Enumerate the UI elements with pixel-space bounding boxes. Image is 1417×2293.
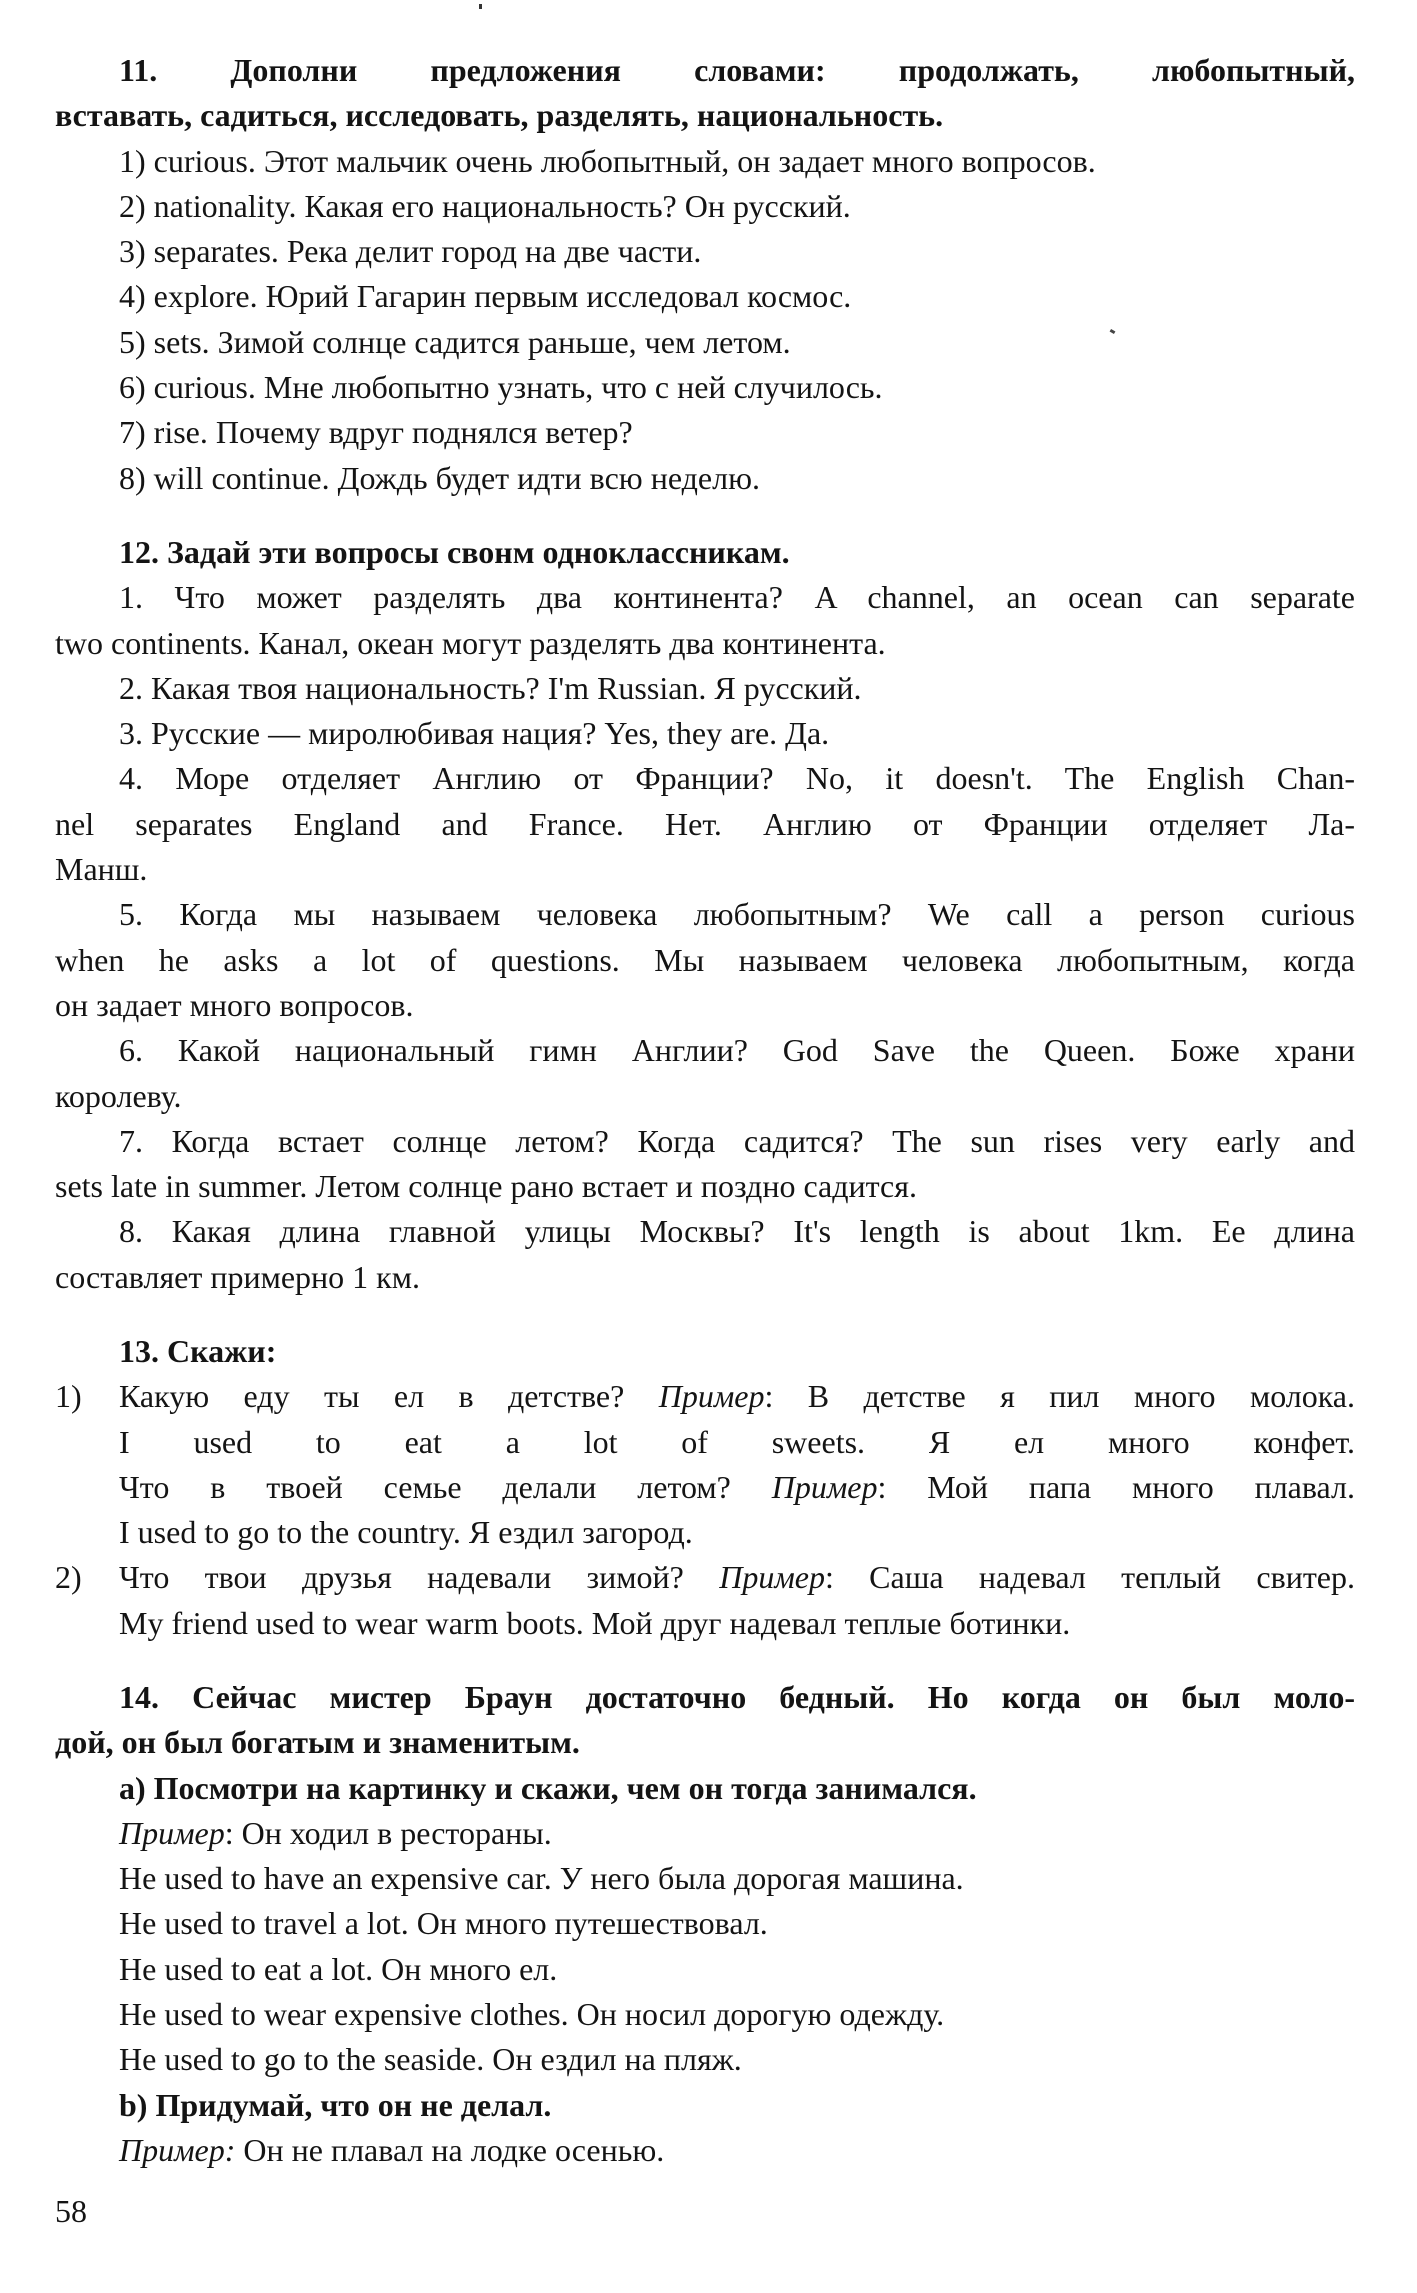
paragraph — [55, 1901, 1355, 1946]
text-segment: 6) curious. Мне любопытно узнать, что с ней случилось. — [119, 369, 883, 406]
text-segment: b) Придумай, что он не делал. — [119, 2086, 552, 2123]
example-label: Пример — [658, 1378, 765, 1415]
text-segment: My friend used to wear warm boots. Мой друг надевал теплые ботинки. — [119, 1604, 1071, 1641]
paragraph — [55, 274, 1355, 319]
text-segment: 6. Какой национальный гимн Англии? God Save the Queen. Боже храни — [119, 1032, 1355, 1069]
text-line — [55, 983, 1355, 1028]
text-segment: : В детстве я пил много молока. — [764, 1378, 1356, 1415]
paragraph — [55, 365, 1355, 410]
text-line — [55, 456, 1355, 501]
text-segment: sets late in summer. Летом солнце рано встает и поздно садится. — [55, 1168, 917, 1205]
text-segment: a) Посмотри на картинку и скажи, чем он тогда занимался. — [119, 1769, 977, 1806]
example-label: Пример — [771, 1468, 878, 1505]
paragraph — [55, 2037, 1355, 2082]
text-line — [55, 1255, 1355, 1300]
paragraph — [55, 756, 1355, 892]
exercise-heading — [55, 48, 1355, 139]
text-segment: : Мой папа много плавал. — [877, 1468, 1356, 1505]
text-segment: He used to have an expensive car. У него была дорогая машина. — [119, 1860, 964, 1897]
text-line — [55, 2037, 1355, 2082]
text-segment: 8) will continue. Дождь будет идти всю неделю. — [119, 459, 760, 496]
paragraph — [55, 1947, 1355, 1992]
text-segment: 3. Русские — миролюбивая нация? Yes, they are. Да. — [119, 715, 830, 752]
text-line — [55, 1947, 1355, 1992]
text-segment: : Он ходил в рестораны. — [224, 1814, 552, 1851]
text-segment: He used to go to the seaside. Он ездил на пляж. — [119, 2041, 742, 2078]
paragraph — [55, 1028, 1355, 1119]
text-segment: I used to eat a lot of sweets. Я ел много конфет. — [119, 1423, 1355, 1460]
exercise-12 — [55, 530, 1355, 1300]
text-segment: two continents. Канал, океан могут разделять два континента. — [55, 624, 886, 661]
exercise-14 — [55, 1675, 1355, 2173]
paragraph — [55, 456, 1355, 501]
text-segment: Что твои друзья надевали зимой? — [119, 1559, 720, 1596]
text-line — [55, 1856, 1355, 1901]
paragraph — [55, 229, 1355, 274]
text-segment: 2) nationality. Какая его национальность? Он русский. — [119, 187, 851, 224]
text-line — [55, 139, 1355, 184]
exercise-heading — [55, 1766, 1355, 1811]
paragraph — [55, 184, 1355, 229]
exercise-13 — [55, 1329, 1355, 1646]
numbered-item — [55, 1555, 1355, 1646]
text-line — [55, 711, 1355, 756]
text-line — [55, 802, 1355, 847]
item-number: 1) — [55, 1378, 82, 1415]
text-line — [55, 184, 1355, 229]
paragraph — [55, 320, 1355, 365]
text-segment: составляет примерно 1 км. — [55, 1258, 420, 1295]
text-line — [55, 1811, 1355, 1856]
text-line — [55, 1601, 1355, 1646]
exercise-heading — [55, 530, 1355, 575]
text-segment: вставать, садиться, исследовать, разделять, национальность. — [55, 97, 944, 134]
page-number: 58 — [55, 2193, 87, 2229]
text-segment: королеву. — [55, 1077, 182, 1114]
text-line — [55, 1720, 1355, 1765]
text-line — [55, 575, 1355, 620]
exercise-heading — [55, 1675, 1355, 1766]
text-segment: Какую еду ты ел в детстве? — [119, 1378, 659, 1415]
paragraph — [55, 1992, 1355, 2037]
exercise-11 — [55, 48, 1355, 501]
text-segment: 1. Что может разделять два континента? A channel, an ocean can separate — [119, 579, 1355, 616]
text-line — [55, 847, 1355, 892]
paragraph — [55, 1856, 1355, 1901]
text-line — [55, 48, 1355, 93]
text-line — [55, 2128, 1355, 2173]
text-segment: : Саша надевал теплый свитер. — [824, 1559, 1356, 1596]
text-line — [55, 365, 1355, 410]
text-segment: 12. Задай эти вопросы свонм одноклассникам. — [119, 534, 790, 570]
text-line — [55, 1074, 1355, 1119]
paragraph — [55, 1119, 1355, 1210]
text-segment: 2. Какая твоя национальность? I'm Russian. Я русский. — [119, 669, 862, 706]
text-segment: он задает много вопросов. — [55, 986, 414, 1023]
text-line — [55, 1164, 1355, 1209]
text-line — [55, 410, 1355, 455]
paragraph — [55, 575, 1355, 666]
exercise-heading — [55, 1329, 1355, 1374]
text-segment: Что в твоей семье делали летом? — [119, 1468, 772, 1505]
text-segment: nel separates England and France. Нет. Англию от Франции отделяет Ла- — [55, 805, 1355, 842]
text-segment: when he asks a lot of questions. Мы называем человека любопытным, когда — [55, 941, 1355, 978]
text-segment: 14. Сейчас мистер Браун достаточно бедный. Но когда он был моло- — [119, 1679, 1355, 1715]
example-label: Пример — [719, 1559, 825, 1596]
text-segment: 5. Когда мы называем человека любопытным? We call a person curious — [119, 896, 1355, 933]
text-segment: 7. Когда встает солнце летом? Когда садится? The sun rises very early and — [119, 1122, 1355, 1159]
text-segment: Он не плавал на лодке осенью. — [235, 2131, 665, 2168]
text-line — [55, 274, 1355, 319]
text-line — [55, 666, 1355, 711]
text-segment: He used to eat a lot. Он много ел. — [119, 1950, 558, 1987]
paragraph — [55, 666, 1355, 711]
text-segment: 13. Скажи: — [119, 1333, 277, 1369]
text-line — [55, 1209, 1355, 1254]
text-line — [55, 621, 1355, 666]
example-label: Пример: — [119, 2131, 236, 2168]
example-label: Пример — [119, 1814, 225, 1851]
text-line — [55, 1510, 1355, 1555]
paragraph — [55, 139, 1355, 184]
text-segment: 5) sets. Зимой солнце садится раньше, чем летом. — [119, 323, 791, 360]
text-segment: 7) rise. Почему вдруг поднялся ветер? — [119, 414, 633, 451]
text-line — [55, 1420, 1355, 1465]
text-segment: 8. Какая длина главной улицы Москвы? It's length is about 1km. Ее длина — [119, 1213, 1355, 1250]
text-segment: 11. Дополни предложения словами: продолжать, любопытный, — [119, 52, 1355, 88]
text-line — [55, 1119, 1355, 1164]
text-line — [55, 1675, 1355, 1720]
text-segment: 1) curious. Этот мальчик очень любопытный, он задает много вопросов. — [119, 142, 1096, 179]
text-line — [55, 1766, 1355, 1811]
text-line — [55, 1465, 1355, 1510]
paragraph — [55, 892, 1355, 1028]
text-segment: 3) separates. Река делит город на две части. — [119, 233, 702, 270]
text-segment: He used to wear expensive clothes. Он носил дорогую одежду. — [119, 1996, 945, 2033]
text-line — [55, 756, 1355, 801]
scan-speck — [479, 4, 482, 9]
text-line — [55, 229, 1355, 274]
paragraph — [55, 1811, 1355, 1856]
text-segment: дой, он был богатым и знаменитым. — [55, 1724, 580, 1761]
paragraph — [55, 2128, 1355, 2173]
paragraph — [55, 1209, 1355, 1300]
text-line — [55, 1992, 1355, 2037]
text-line — [55, 93, 1355, 138]
text-line — [55, 1555, 1355, 1600]
text-line — [55, 1901, 1355, 1946]
text-segment: Манш. — [55, 851, 148, 888]
text-segment: 4. Море отделяет Англию от Франции? No, it doesn't. The English Chan- — [119, 760, 1355, 797]
text-segment: I used to go to the country. Я ездил загород. — [119, 1514, 693, 1551]
text-line — [55, 1374, 1355, 1419]
text-line — [55, 892, 1355, 937]
text-line — [55, 1028, 1355, 1073]
text-segment: 4) explore. Юрий Гагарин первым исследовал космос. — [119, 278, 852, 315]
text-line — [55, 2083, 1355, 2128]
paragraph — [55, 711, 1355, 756]
item-number: 2) — [55, 1559, 82, 1596]
text-line — [55, 530, 1355, 575]
numbered-item — [55, 1374, 1355, 1555]
text-line — [55, 1329, 1355, 1374]
text-line — [55, 320, 1355, 365]
text-line — [55, 938, 1355, 983]
exercise-heading — [55, 2083, 1355, 2128]
paragraph — [55, 410, 1355, 455]
text-segment: He used to travel a lot. Он много путешествовал. — [119, 1905, 768, 1942]
